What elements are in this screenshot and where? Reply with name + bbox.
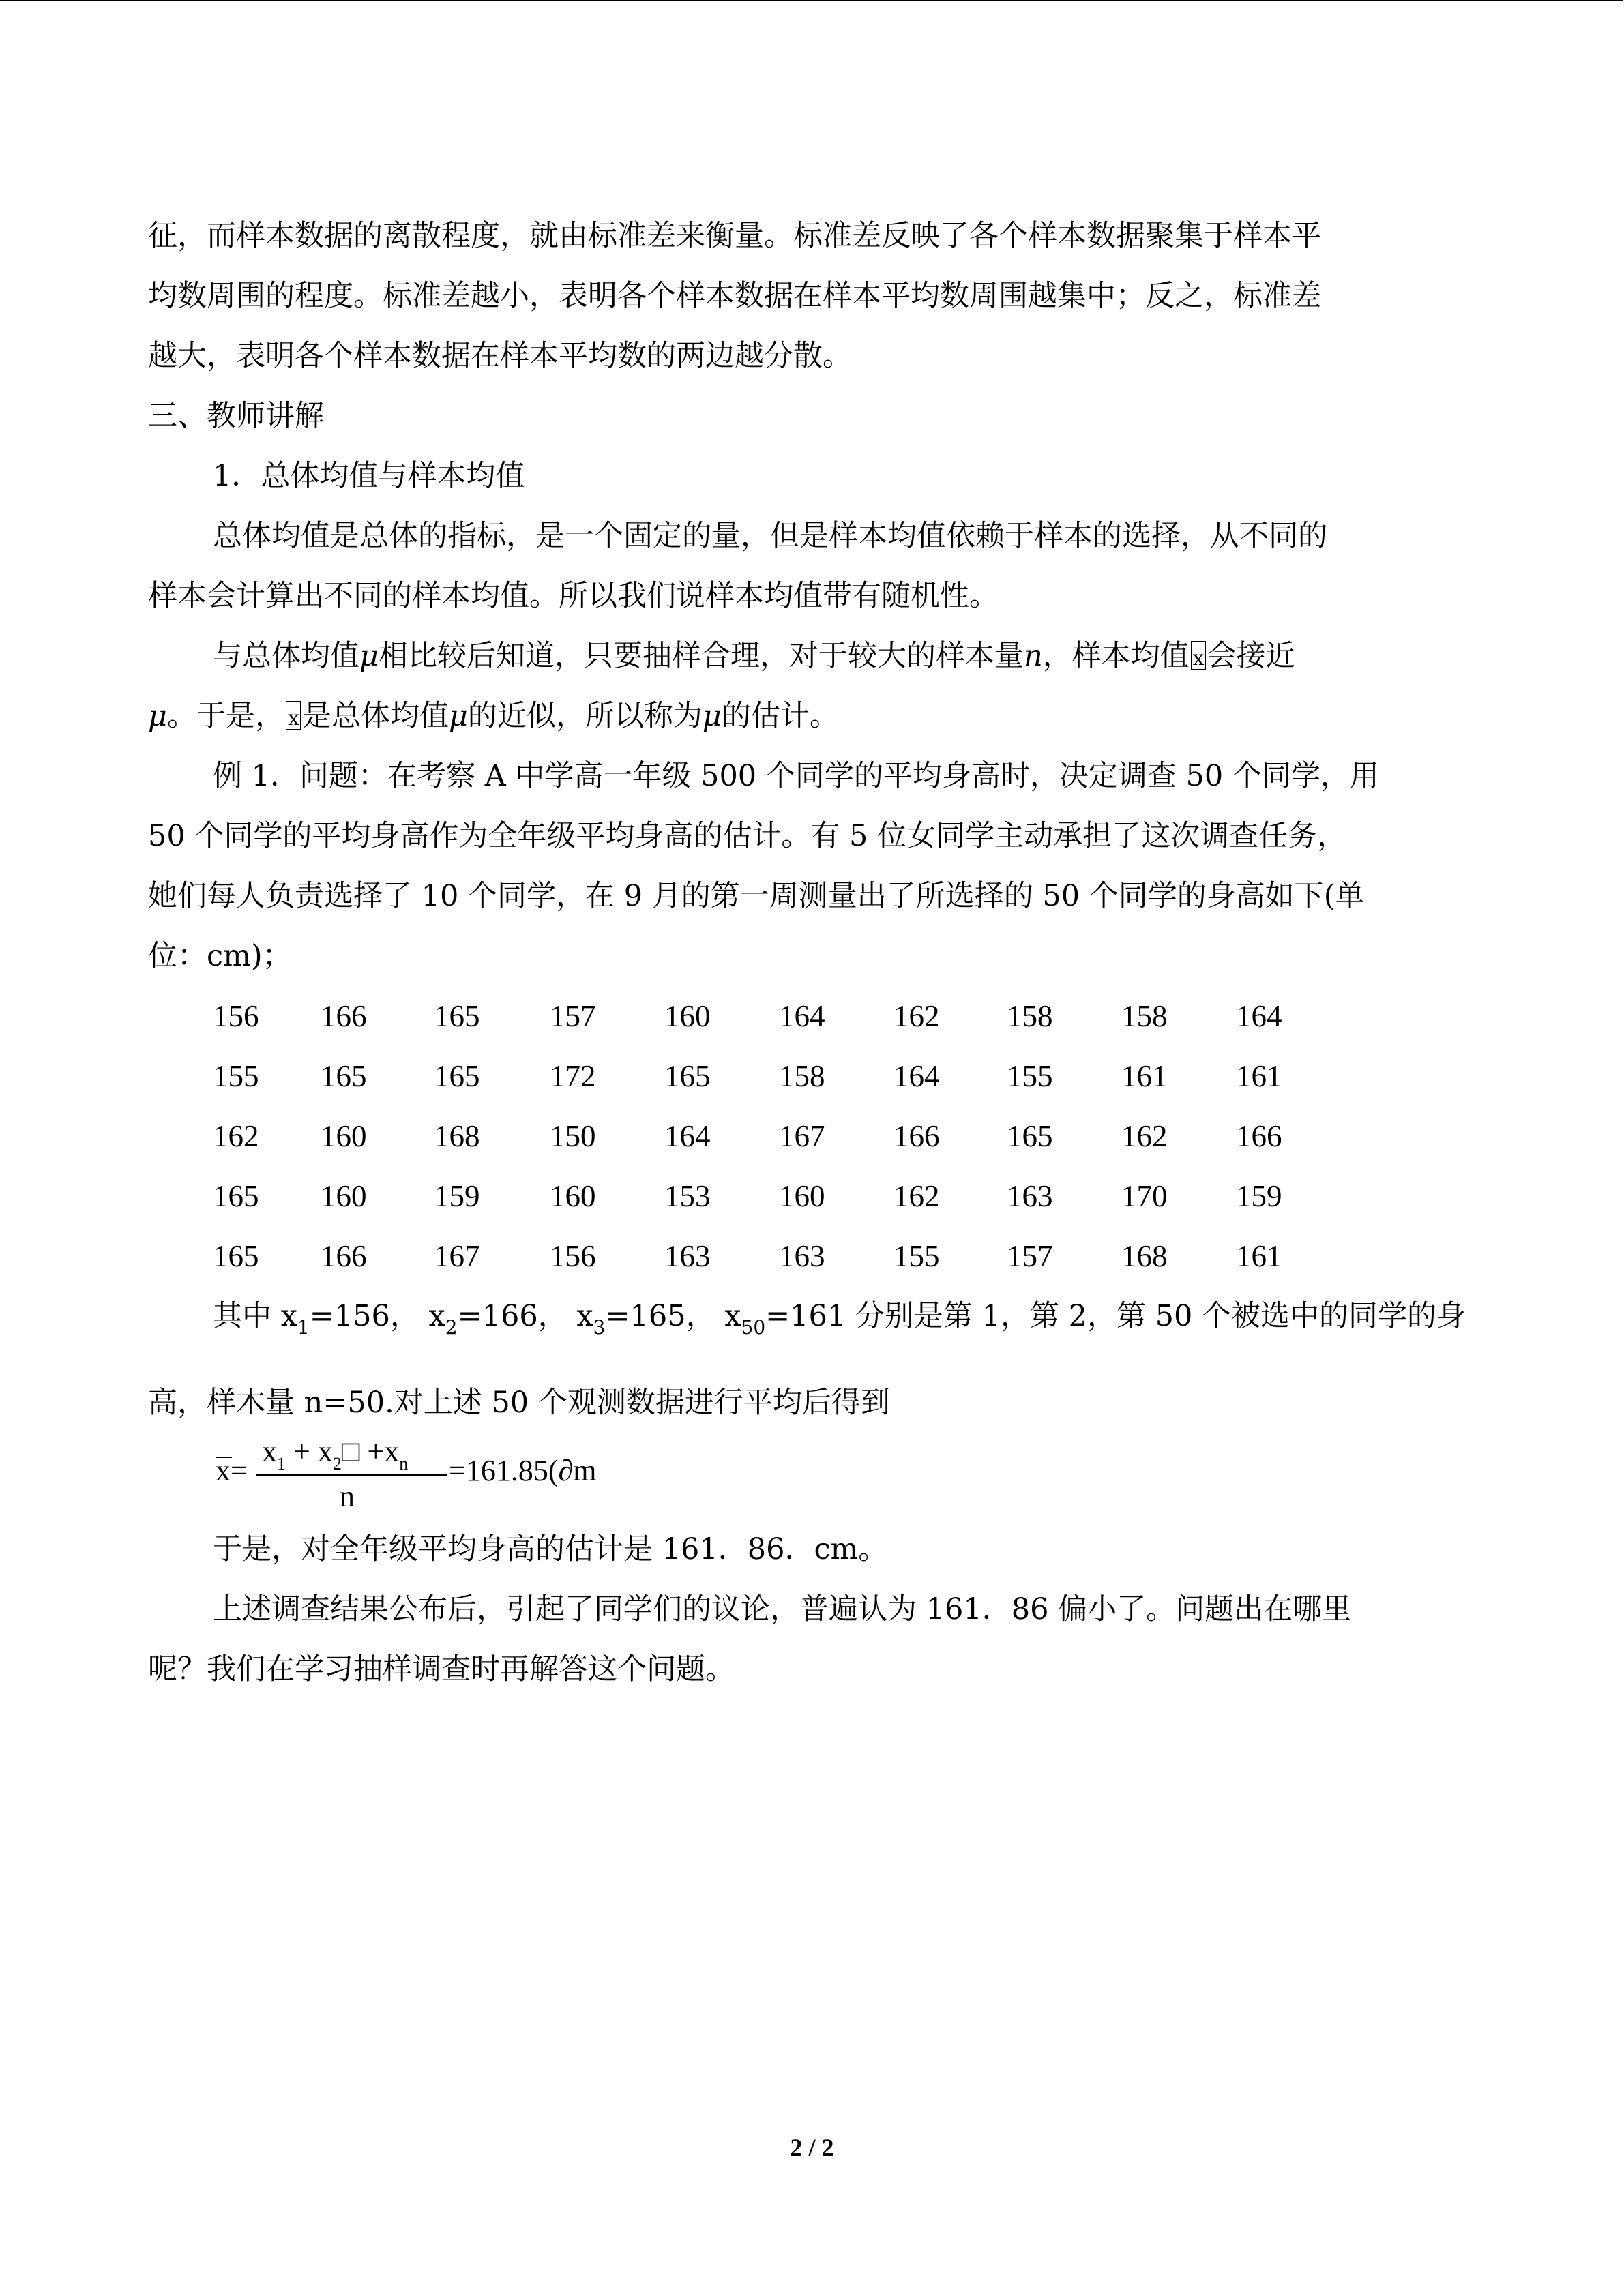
formula-lhs: x=	[216, 1454, 248, 1487]
table-cell: 166	[321, 1239, 367, 1273]
mu-symbol: μ	[702, 699, 722, 733]
table-cell: 156	[550, 1239, 596, 1273]
x-bar-symbol: x	[1191, 641, 1206, 670]
table-cell: 160	[550, 1179, 596, 1213]
paragraph-line: 征，而样本数据的离散程度，就由标准差来衡量。标准差反映了各个样本数据聚集于样本平	[148, 219, 1321, 253]
paragraph-line: 上述调查结果公布后，引起了同学们的议论，普遍认为 161．86 偏小了。问题出在哪里	[213, 1592, 1352, 1626]
table-cell: 160	[779, 1179, 825, 1213]
table-cell: 156	[213, 999, 259, 1033]
table-cell: 165	[213, 1239, 259, 1273]
table-cell: 158	[779, 1059, 825, 1093]
table-cell: 158	[1121, 999, 1168, 1033]
paragraph-line: 高，样木量 n=50.对上述 50 个观测数据进行平均后得到	[148, 1386, 890, 1420]
table-cell: 164	[1236, 999, 1282, 1033]
table-cell: 155	[894, 1239, 940, 1273]
table-cell: 165	[434, 1059, 480, 1093]
table-cell: 167	[779, 1119, 825, 1153]
mu-symbol: μ	[148, 699, 167, 733]
table-cell: 172	[550, 1059, 596, 1093]
text-run: 相比较后知道，只要抽样合理，对于较大的样本量	[378, 639, 1024, 673]
table-cell: 162	[894, 999, 940, 1033]
subscript: 3	[593, 1316, 606, 1339]
table-cell: 165	[213, 1179, 259, 1213]
paragraph-line: 均数周围的程度。标准差越小，表明各个样本数据在样本平均数周围越集中；反之，标准差	[148, 279, 1321, 313]
paragraph-line: 呢？我们在学习抽样调查时再解答这个问题。	[148, 1652, 735, 1686]
text-run: =161 分别是第 1，第 2，第 50 个被选中的同学的身	[765, 1299, 1466, 1333]
paragraph-line	[213, 1297, 1466, 1339]
table-cell: 158	[1007, 999, 1053, 1033]
text-run: 的近似，所以称为	[467, 699, 703, 733]
page-number: 2 / 2	[790, 2134, 834, 2161]
table-cell: 167	[434, 1239, 480, 1273]
table-cell: 162	[213, 1119, 259, 1153]
text-run: =165， x	[605, 1299, 741, 1333]
table-cell: 166	[1236, 1119, 1282, 1153]
table-cell: 159	[434, 1179, 480, 1213]
text-run: 。于是，	[166, 699, 284, 733]
table-cell: 165	[1007, 1119, 1053, 1153]
paragraph-line: 总体均值是总体的指标，是一个固定的量，但是样本均值依赖于样本的选择，从不同的	[213, 519, 1327, 553]
table-cell: 170	[1121, 1179, 1168, 1213]
paragraph-line: 位：cm)；	[148, 939, 292, 973]
table-cell: 166	[894, 1119, 940, 1153]
table-cell: 163	[1007, 1179, 1053, 1213]
table-cell: 161	[1236, 1059, 1282, 1093]
table-cell: 155	[213, 1059, 259, 1093]
paragraph-line: 样本会计算出不同的样本均值。所以我们说样本均值带有随机性。	[148, 579, 999, 613]
mu-symbol: μ	[359, 639, 379, 673]
section-heading: 三、教师讲解	[148, 399, 324, 433]
text-run: 其中 x	[213, 1299, 297, 1333]
subscript: 50	[741, 1316, 766, 1339]
paragraph-line: 例 1．问题：在考察 A 中学高一年级 500 个同学的平均身高时，决定调查 50 个同学，用	[213, 759, 1379, 793]
mu-symbol: μ	[448, 699, 468, 733]
paragraph-line	[148, 697, 839, 735]
x-bar-symbol: x	[286, 701, 301, 730]
subscript: 1	[297, 1316, 310, 1339]
fraction-bar	[256, 1474, 447, 1476]
table-cell: 163	[664, 1239, 711, 1273]
text-run: 与总体均值	[213, 639, 359, 673]
n-symbol: n	[1023, 639, 1043, 673]
subsection-heading: 1．总体均值与样本均值	[213, 459, 525, 493]
table-cell: 162	[894, 1179, 940, 1213]
table-cell: 166	[321, 999, 367, 1033]
subscript: 2	[445, 1316, 458, 1339]
table-cell: 157	[550, 999, 596, 1033]
text-run: 是总体均值	[301, 699, 449, 733]
text-run: ，样本均值	[1042, 639, 1190, 673]
text-run: 的估计。	[721, 699, 839, 733]
table-cell: 153	[664, 1179, 711, 1213]
table-cell: 164	[664, 1119, 711, 1153]
table-cell: 160	[664, 999, 711, 1033]
table-cell: 162	[1121, 1119, 1168, 1153]
table-cell: 164	[779, 999, 825, 1033]
paragraph-line: 于是，对全年级平均身高的估计是 161．86．cm。	[213, 1532, 888, 1566]
table-cell: 165	[664, 1059, 711, 1093]
formula-rhs: =161.85(∂m	[449, 1454, 597, 1487]
text-run: =156， x	[309, 1299, 445, 1333]
table-cell: 163	[779, 1239, 825, 1273]
table-cell: 159	[1236, 1179, 1282, 1213]
table-cell: 165	[434, 999, 480, 1033]
text-run: 会接近	[1207, 639, 1295, 673]
table-cell: 168	[434, 1119, 480, 1153]
paragraph-line: 越大，表明各个样本数据在样本平均数的两边越分散。	[148, 339, 852, 373]
table-cell: 161	[1121, 1059, 1168, 1093]
table-cell: 161	[1236, 1239, 1282, 1273]
table-cell: 164	[894, 1059, 940, 1093]
paragraph-line: 50 个同学的平均身高作为全年级平均身高的估计。有 5 位女同学主动承担了这次调查任务，	[148, 819, 1347, 853]
table-cell: 165	[321, 1059, 367, 1093]
table-cell: 160	[321, 1119, 367, 1153]
paragraph-line	[213, 637, 1295, 675]
text-run: =166， x	[457, 1299, 593, 1333]
formula-numerator: $x_1$ + $x_2□ +x_n$	[262, 1435, 409, 1474]
mean-formula	[213, 1432, 690, 1514]
table-cell: 157	[1007, 1239, 1053, 1273]
table-cell: 168	[1121, 1239, 1168, 1273]
table-cell: 160	[321, 1179, 367, 1213]
formula-denominator: n	[340, 1480, 355, 1513]
table-cell: 150	[550, 1119, 596, 1153]
paragraph-line: 她们每人负责选择了 10 个同学，在 9 月的第一周测量出了所选择的 50 个同学的身高如下(单	[148, 879, 1365, 913]
table-cell: 155	[1007, 1059, 1053, 1093]
